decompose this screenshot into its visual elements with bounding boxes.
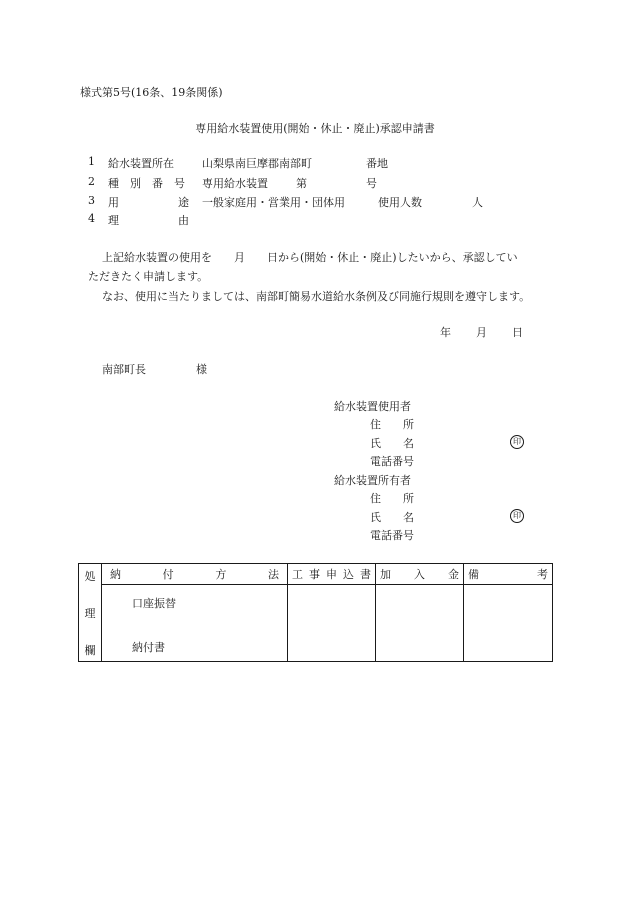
header-payment-method [102, 564, 288, 585]
header-char: 方 [215, 568, 227, 581]
user-address-label: 住 所 [370, 418, 414, 431]
processing-side-label [79, 564, 102, 662]
header-char: 入 [414, 568, 425, 581]
header-char: 工 [292, 568, 303, 581]
construction-application-cell[interactable] [288, 585, 376, 662]
owner-phone-label: 電話番号 [370, 529, 414, 542]
user-seal-icon: 印 [510, 435, 524, 449]
owner-address-label: 住 所 [370, 492, 414, 505]
item-label: 種 別 番 号 [108, 177, 185, 190]
item-mid: 使用人数 [378, 196, 422, 209]
owner-heading: 給水装置所有者 [334, 474, 411, 487]
item-suffix: 号 [366, 177, 377, 190]
date-month: 月 [476, 326, 487, 339]
header-remarks [464, 564, 553, 585]
header-char: 備 [468, 568, 479, 581]
form-number: 様式第5号(16条、19条関係) [80, 86, 223, 99]
addressee-name: 南部町長 [102, 363, 146, 376]
owner-name-label: 氏 名 [370, 511, 414, 524]
header-char: 法 [267, 568, 279, 581]
item-mid: 第 [296, 177, 307, 190]
subscription-fee-cell[interactable] [376, 585, 464, 662]
item-label-b: 途 [178, 196, 189, 209]
header-char: 書 [360, 568, 371, 581]
item-number: 3 [88, 194, 95, 207]
item-number: 1 [88, 155, 95, 168]
date-day: 日 [512, 326, 523, 339]
remarks-cell[interactable] [464, 585, 553, 662]
header-char: 付 [162, 568, 174, 581]
body-paragraph-1-line-2: ただきたく申請します。 [88, 270, 209, 283]
item-number: 4 [88, 212, 95, 225]
item-suffix: 番地 [366, 157, 388, 170]
header-char: 納 [110, 568, 121, 581]
header-char: 考 [537, 568, 548, 581]
processing-table [78, 563, 553, 662]
header-char: 込 [343, 568, 354, 581]
item-label-a: 用 [108, 196, 119, 209]
user-name-label: 氏 名 [370, 437, 414, 450]
item-value: 山梨県南巨摩郡南部町 [202, 157, 312, 170]
side-char: 欄 [84, 644, 96, 657]
payment-method-cell [102, 585, 288, 662]
user-phone-label: 電話番号 [370, 455, 414, 468]
header-construction-application [288, 564, 376, 585]
document-title: 専用給水装置使用(開始・休止・廃止)承認申請書 [195, 122, 435, 135]
side-char: 処 [84, 570, 96, 583]
header-char: 申 [326, 568, 337, 581]
side-char: 理 [84, 607, 96, 620]
item-value: 専用給水装置 [202, 177, 268, 190]
item-number: 2 [88, 175, 95, 188]
item-value: 一般家庭用・営業用・団体用 [202, 196, 345, 209]
addressee-honorific: 様 [196, 363, 207, 376]
user-heading: 給水装置使用者 [334, 400, 411, 413]
body-paragraph-1-line-1: 上記給水装置の使用を 月 日から(開始・休止・廃止)したいから、承認してい [102, 251, 518, 264]
owner-seal-icon: 印 [510, 509, 524, 523]
item-label: 給水装置所在 [108, 157, 174, 170]
header-subscription-fee [376, 564, 464, 585]
header-char: 金 [448, 568, 459, 581]
date-year: 年 [440, 326, 451, 339]
body-paragraph-2: なお、使用に当たりましては、南部町簡易水道給水条例及び同施行規則を遵守します。 [102, 290, 531, 303]
payment-method-option: 口座振替 [132, 597, 176, 610]
item-suffix: 人 [472, 196, 483, 209]
header-char: 加 [380, 568, 391, 581]
header-char: 事 [309, 568, 320, 581]
payment-method-option: 納付書 [132, 641, 165, 654]
item-label-b: 由 [178, 214, 189, 227]
item-label-a: 理 [108, 214, 119, 227]
